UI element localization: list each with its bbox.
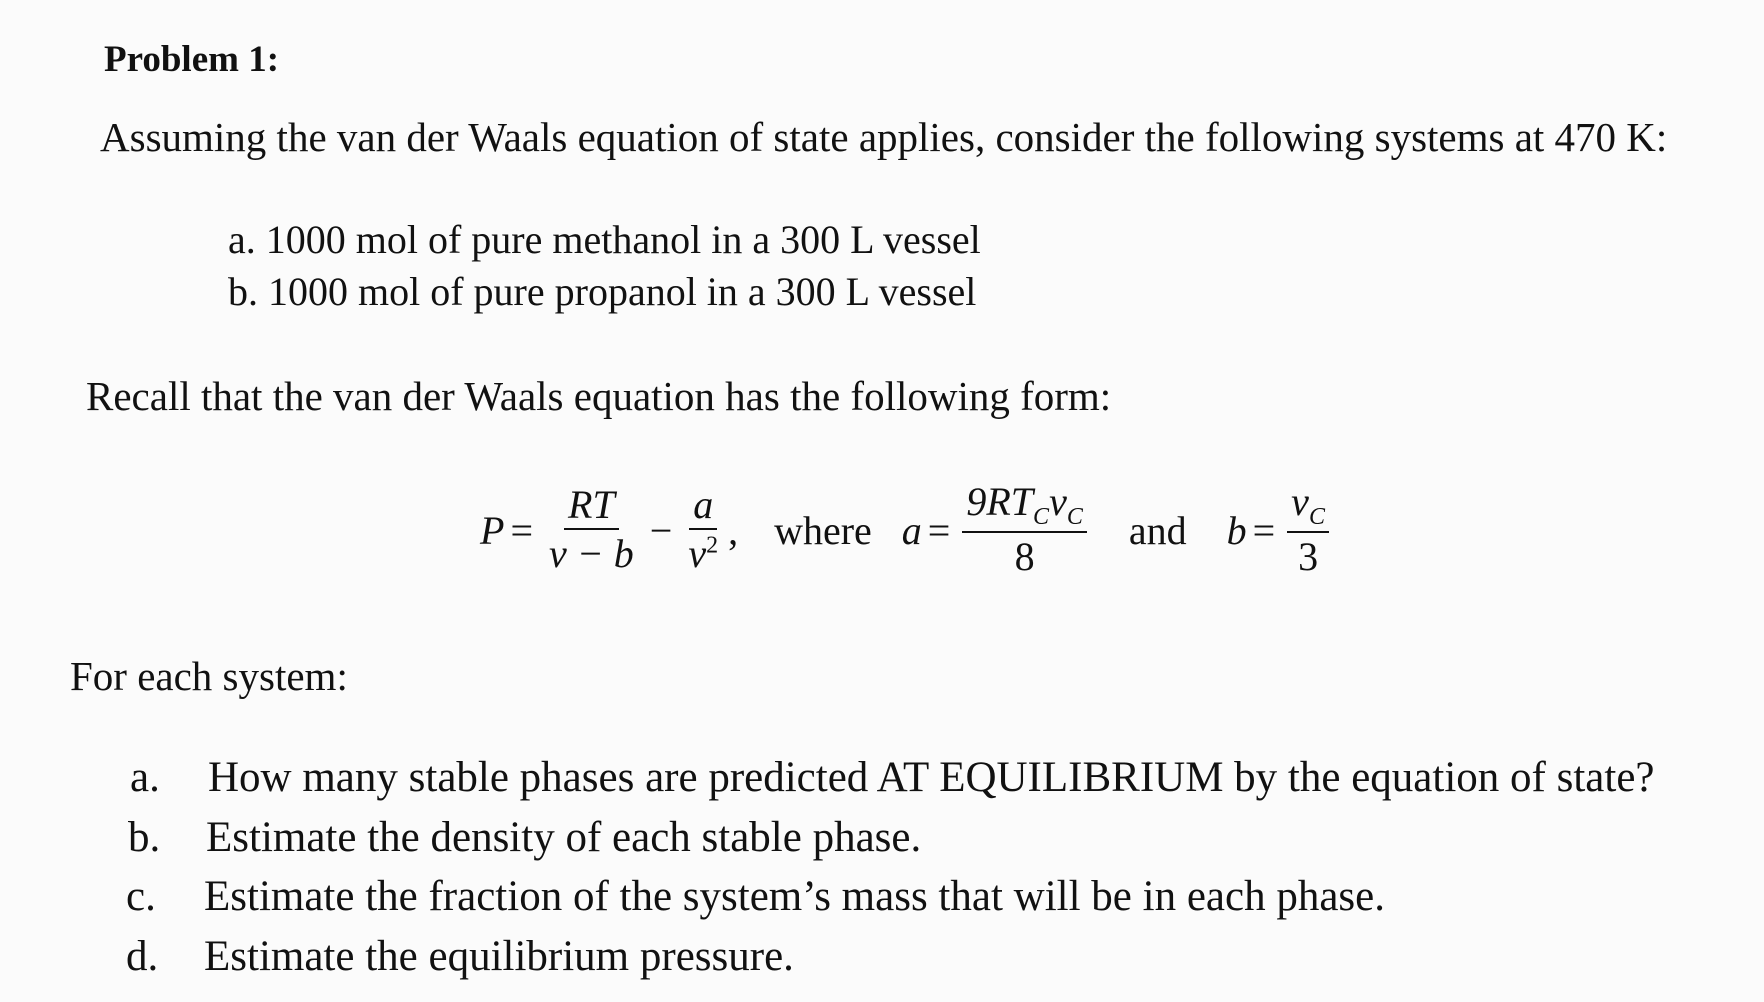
- recall-text: Recall that the van der Waals equation has the following form:: [86, 373, 1112, 419]
- task-item: [126, 932, 794, 981]
- eq-comma: ,: [728, 507, 739, 553]
- fraction-a-definition: [962, 479, 1086, 582]
- num-part: v: [1049, 478, 1067, 524]
- task-label: a.: [130, 754, 160, 801]
- fraction-b-definition: [1287, 479, 1329, 582]
- task-text: Estimate the fraction of the system’s mass that will be in each phase.: [204, 873, 1385, 920]
- v-symbol: v: [688, 531, 707, 576]
- fraction-numerator: RT: [564, 482, 619, 530]
- num-part: 9RT: [966, 478, 1034, 524]
- fraction-denominator: v − b: [549, 531, 634, 576]
- a-equals: =: [927, 507, 951, 553]
- exponent: 2: [706, 532, 719, 559]
- task-text: How many stable phases are predicted AT EQUILIBRIUM by the equation of state?: [208, 754, 1655, 801]
- eq-minus: −: [649, 507, 673, 553]
- fraction-denominator: 8: [1014, 534, 1035, 580]
- and-word: and: [1128, 507, 1187, 553]
- subscript: C: [1308, 503, 1325, 530]
- where-word: where: [774, 507, 872, 553]
- task-item: [130, 753, 1654, 802]
- task-text: Estimate the equilibrium pressure.: [204, 933, 794, 980]
- system-b: b. 1000 mol of pure propanol in a 300 L vessel: [228, 269, 977, 314]
- task-item: [126, 872, 1385, 921]
- a-symbol: a: [901, 507, 922, 553]
- fraction-denominator: 3: [1298, 534, 1319, 580]
- fraction-rt-over-v-minus-b: [545, 482, 638, 578]
- system-a: a. 1000 mol of pure methanol in a 300 L vessel: [228, 217, 981, 262]
- problem-title: Problem 1:: [104, 39, 280, 80]
- task-item: [128, 813, 921, 862]
- for-each-heading: For each system:: [70, 653, 348, 699]
- problem-intro: Assuming the van der Waals equation of state applies, consider the following systems at 470 K:: [100, 114, 1668, 160]
- b-symbol: b: [1226, 507, 1247, 553]
- b-equals: =: [1252, 507, 1276, 553]
- fraction-numerator: [962, 479, 1086, 534]
- eq-equals: =: [510, 507, 533, 553]
- fraction-denominator: [684, 530, 722, 578]
- fraction-numerator: [1287, 479, 1329, 534]
- task-label: c.: [126, 873, 156, 920]
- subscript: C: [1066, 503, 1083, 530]
- eq-lhs-p: P: [480, 507, 505, 553]
- fraction-numerator: a: [689, 482, 717, 530]
- num-part: v: [1291, 478, 1309, 524]
- van-der-waals-equation: [480, 475, 1335, 585]
- fraction-a-over-v-squared: [684, 482, 722, 578]
- task-text: Estimate the density of each stable phase.: [206, 814, 922, 861]
- subscript: C: [1033, 503, 1050, 530]
- task-label: d.: [126, 933, 159, 980]
- task-label: b.: [128, 814, 161, 861]
